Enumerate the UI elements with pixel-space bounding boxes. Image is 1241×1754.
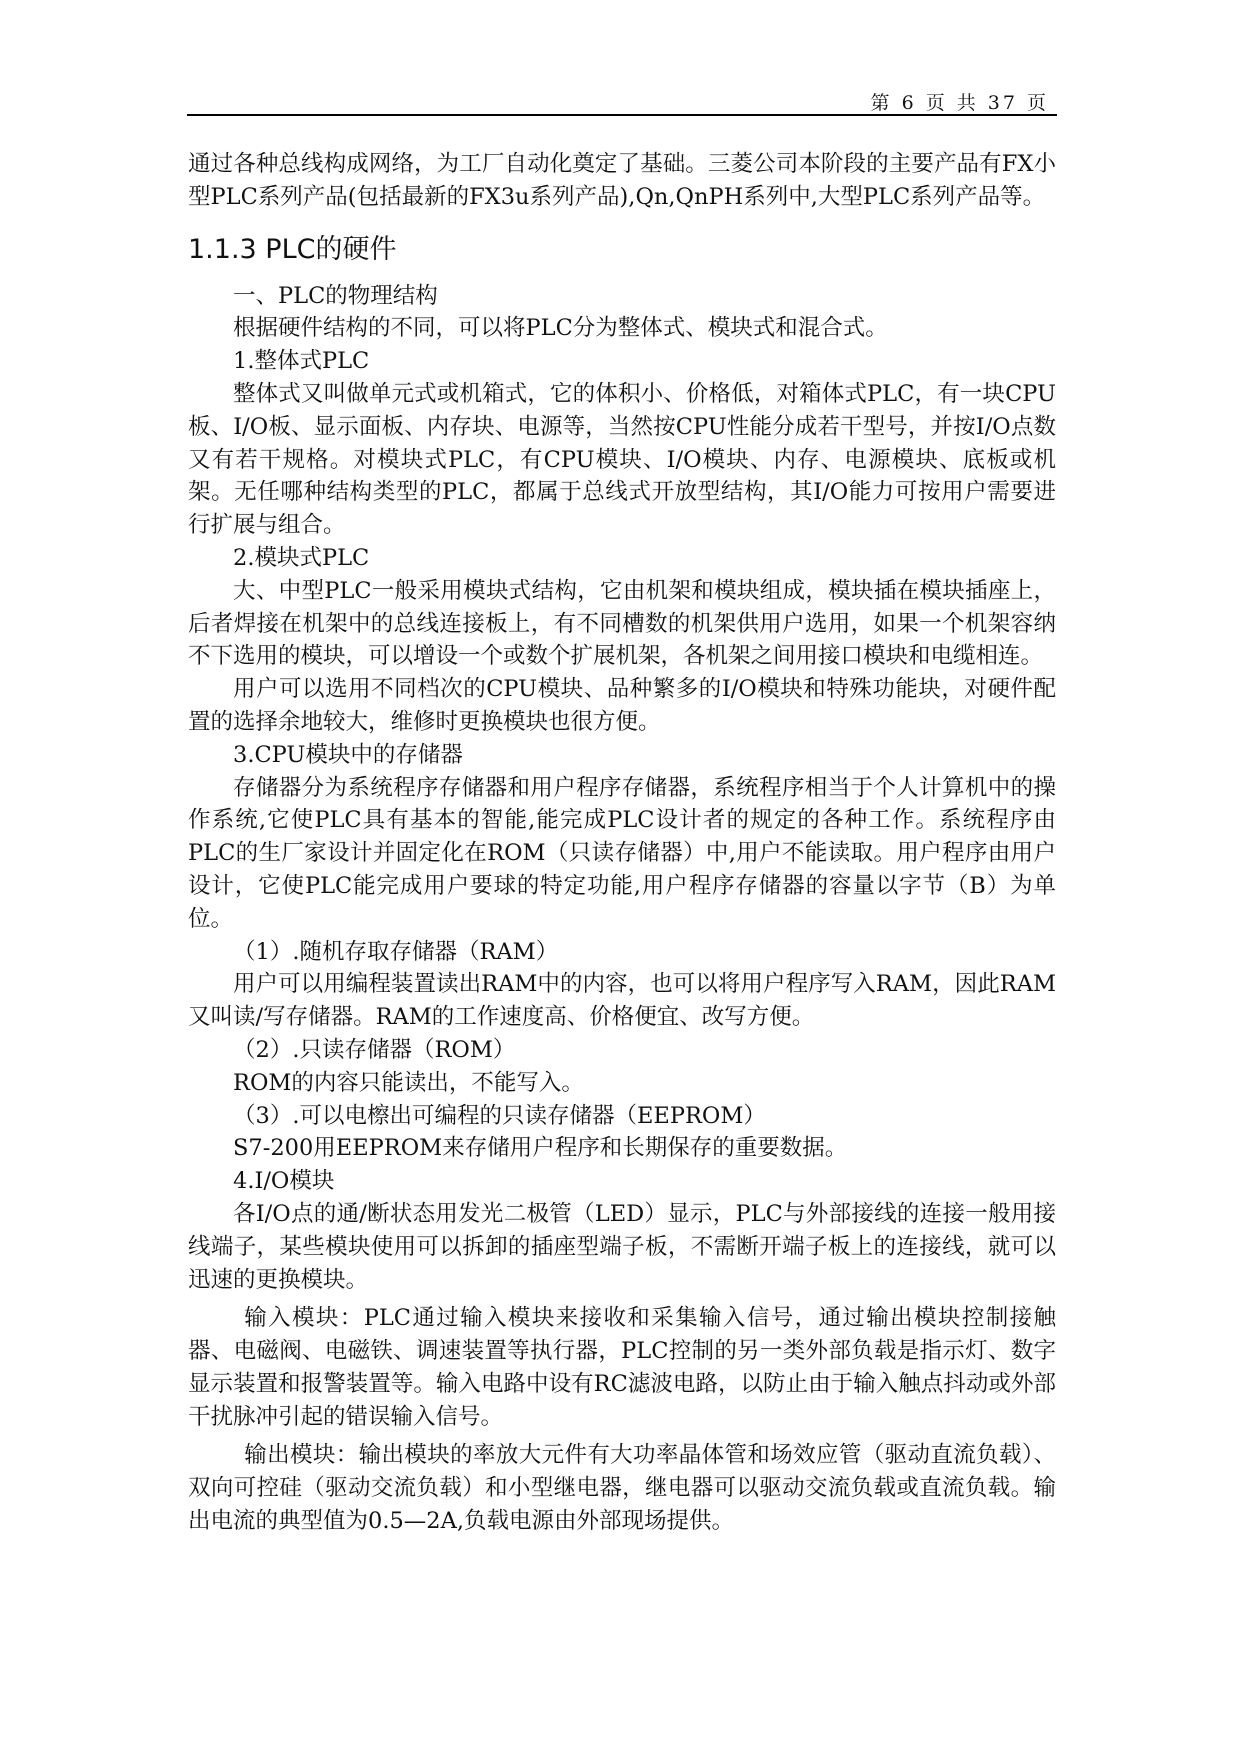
paragraph-intro: 通过各种总线构成网络，为工厂自动化奠定了基础。三菱公司本阶段的主要产品有FX小型PLC系列产品(包括最新的FX3u系列产品),Qn,QnPH系列中,大型PLC系列产品等。 [188, 151, 1056, 210]
paragraph-eeprom: S7-200用EEPROM来存储用户程序和长期保存的重要数据。 [233, 1135, 848, 1162]
paragraph-modular-options: 用户可以选用不同档次的CPU模块、品种繁多的I/O模块和特殊功能块，对硬件配置的选择余地较大，维修时更换模块也很方便。 [188, 676, 1056, 735]
page-number: 第 6 页 共 37 页 [870, 92, 1049, 114]
heading-cpu-memory: 3.CPU模块中的存储器 [233, 741, 463, 768]
paragraph-input-module: 输入模块：PLC通过输入模块来接收和采集输入信号，通过输出模块控制接触器、电磁阀、电磁铁、调速装置等执行器，PLC控制的另一类外部负载是指示灯、数字显示装置和报警装置等。输入电路中设有RC滤波电路，以防止由于输入触点抖动或外部干扰脉冲引起的错误输入信号。 [188, 1305, 1056, 1430]
heading-integral-plc: 1.整体式PLC [233, 348, 370, 375]
heading-rom: （2）.只读存储器（ROM） [233, 1036, 516, 1063]
paragraph-ram: 用户可以用编程装置读出RAM中的内容，也可以将用户程序写入RAM，因此RAM又叫读/写存储器。RAM的工作速度高、价格便宜、改写方便。 [188, 971, 1056, 1031]
paragraph-output-module: 输出模块：输出模块的率放大元件有大功率晶体管和场效应管（驱动直流负载）、双向可控硅（驱动交流负载）和小型继电器，继电器可以驱动交流负载或直流负载。输出电流的典型值为0.5—2A,负载电源由外部现场提供。 [188, 1442, 1056, 1535]
document-body [188, 148, 1056, 1538]
heading-modular-plc: 2.模块式PLC [233, 544, 370, 571]
heading-ram: （1）.随机存取存储器（RAM） [233, 938, 559, 965]
paragraph-io-module: 各I/O点的通/断状态用发光二极管（LED）显示，PLC与外部接线的连接一般用接线端子，某些模块使用可以拆卸的插座型端子板，不需断开端子板上的连接线，就可以迅速的更换模块。 [188, 1200, 1056, 1293]
heading-io-module: 4.I/O模块 [233, 1168, 335, 1195]
paragraph-integral-plc: 整体式又叫做单元式或机箱式，它的体积小、价格低，对箱体式PLC，有一块CPU板、I/O板、显示面板、内存块、电源等，当然按CPU性能分成若干型号，并按I/O点数又有若干规格。对模块式PLC，有CPU模块、I/O模块、内存、电源模块、底板或机架。无任哪种结构类型的PLC，都属于总线式开放型结构，其I/O能力可按用户需要进行扩展与组合。 [188, 380, 1056, 539]
heading-eeprom: （3）.可以电檫出可编程的只读存储器（EEPROM） [233, 1102, 766, 1129]
heading-physical-structure: 一、PLC的物理结构 [233, 282, 438, 309]
paragraph-classification: 根据硬件结构的不同，可以将PLC分为整体式、模块式和混合式。 [233, 315, 888, 342]
paragraph-modular-plc: 大、中型PLC一般采用模块式结构，它由机架和模块组成，模块插在模块插座上，后者焊接在机架中的总线连接板上，有不同槽数的机架供用户选用，如果一个机架容纳不下选用的模块，可以增设一个或数个扩展机架，各机架之间用接口模块和电缆相连。 [188, 577, 1056, 670]
paragraph-rom: ROM的内容只能读出，不能写入。 [233, 1069, 584, 1096]
page-header [187, 88, 1057, 116]
paragraph-cpu-memory: 存储器分为系统程序存储器和用户程序存储器，系统程序相当于个人计算机中的操作系统,它使PLC具有基本的智能,能完成PLC设计者的规定的各种工作。系统程序由PLC的生厂家设计并固定化在ROM（只读存储器）中,用户不能读取。用户程序由用户设计，它使PLC能完成用户要球的特定功能,用户程序存储器的容量以字节（B）为单位。 [188, 774, 1057, 932]
section-title: 1.1.3 PLC的硬件 [188, 233, 397, 265]
